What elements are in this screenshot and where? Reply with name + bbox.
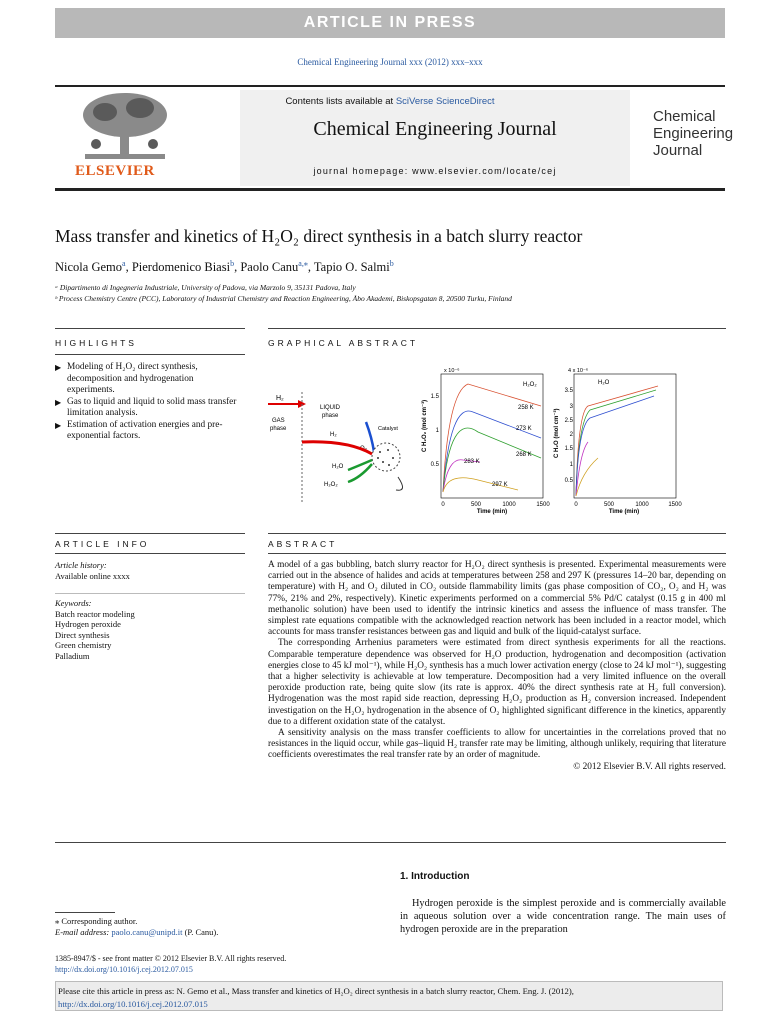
svg-text:1000: 1000 [502,502,516,508]
affiliation: ᵇ Process Chemistry Centre (PCC), Laboratory of Industrial Chemistry and Reaction Engineering, Åbo Akademi, Biskopsgatan 8, 20500 Turku, Finland [55,294,512,303]
header-top-rule [55,85,725,87]
journal-citation-link[interactable]: Chemical Engineering Journal xxx (2012) xxx–xxx [297,57,483,67]
svg-text:1.5: 1.5 [564,446,573,452]
svg-text:0: 0 [441,502,445,508]
author-affil-link[interactable]: a,⁎ [298,259,308,268]
keyword: Palladium [55,650,90,661]
reactor-diagram [268,392,403,502]
elsevier-tree-logo [70,90,180,162]
svg-text:3: 3 [569,404,573,410]
journal-logo: Chemical Engineering Journal [653,108,734,159]
email-link[interactable]: paolo.canu@unipd.it [111,927,183,937]
section-rule [55,553,245,554]
highlight-item: ▶ Gas to liquid and liquid to solid mass transfer limitation analysis. [55,396,237,418]
chart-h2o [553,367,682,515]
contents-line: Contents lists available at SciVerse ScienceDirect [285,96,495,107]
abstract-heading: ABSTRACT [268,539,338,549]
author-affil-link[interactable]: b [230,259,235,268]
article-in-press-banner: ARTICLE IN PRESS [55,8,725,38]
svg-text:phase: phase [270,426,287,432]
sciencedirect-link[interactable]: SciVerse ScienceDirect [395,96,495,107]
highlight-item: ▶ Estimation of activation energies and pre-exponential factors. [55,419,223,441]
article-info-block: Article history: Available online xxxx Keywords: Batch reactor modeling Hydrogen peroxide Direct synthesis Green chemistry Palladium [55,560,245,661]
section-rule [268,553,726,554]
svg-text:GAS: GAS [272,418,285,424]
author: Pierdomenico Biasi [131,260,231,275]
svg-text:phase: phase [322,413,339,419]
highlights-heading: HIGHLIGHTS [55,338,137,348]
keyword: Batch reactor modeling [55,608,135,619]
svg-text:Time (min): Time (min) [476,509,508,515]
o2-label: O₂ [360,446,367,452]
section-rule [268,328,726,329]
chart-h2o2 [421,367,550,515]
svg-text:1: 1 [435,428,439,434]
svg-text:0: 0 [574,502,578,508]
section-rule [55,354,245,355]
svg-text:H₂O₂: H₂O₂ [523,382,537,388]
svg-text:283 K: 283 K [464,459,480,465]
keyword: Direct synthesis [55,629,110,640]
h2o2-product-label: H₂O₂ [324,482,338,488]
svg-text:2.5: 2.5 [564,418,573,424]
svg-text:273 K: 273 K [516,426,532,432]
doi-link[interactable]: http://dx.doi.org/10.1016/j.cej.2012.07.015 [55,965,193,974]
svg-text:H₂O: H₂O [598,380,610,386]
please-cite-box: Please cite this article in press as: N. Gemo et al., Mass transfer and kinetics of H₂O₂ direct synthesis in a batch slurry reactor, Chem. Eng. J. (2012), http://dx.doi.org/10.1016/j.cej.2012.07.015 [55,981,723,1011]
affiliation: ᵃ Dipartimento di Ingegneria Industriale, University of Padova, via Marzolo 9, 35131 Padova, Italy [55,283,356,292]
introduction-heading: 1. Introduction [400,871,470,882]
svg-text:3.5: 3.5 [564,388,573,394]
journal-title: Chemical Engineering Journal [313,118,557,140]
corresponding-footnote: ⁎ Corresponding author. E-mail address: paolo.canu@unipd.it (P. Canu). [55,916,219,937]
svg-text:1500: 1500 [536,502,550,508]
issn-block: 1385-8947/$ - see front matter © 2012 Elsevier B.V. All rights reserved. http://dx.doi.org/10.1016/j.cej.2012.07.015 [55,954,287,974]
svg-text:0.5: 0.5 [430,462,439,468]
header-bottom-rule [55,188,725,191]
svg-text:500: 500 [470,502,482,508]
keyword: Green chemistry [55,640,112,650]
abstract-body [268,560,726,773]
author: Tapio O. Salmi [313,260,390,275]
h2o-product-label: H₂O [332,464,344,470]
svg-text:1000: 1000 [635,502,649,508]
svg-text:258 K: 258 K [518,405,534,411]
svg-text:2: 2 [569,432,573,438]
journal-homepage[interactable]: journal homepage: www.elsevier.com/locate/cej [313,166,557,176]
author-affil-link[interactable]: a [122,259,126,268]
svg-text:0.5: 0.5 [564,478,573,484]
svg-text:x 10⁻⁶: x 10⁻⁶ [444,368,460,374]
svg-text:C H₂O₂ (mol cm⁻³): C H₂O₂ (mol cm⁻³) [422,399,428,452]
h2-gas-label: H₂ [276,395,284,402]
section-rule [55,533,245,534]
please-cite-doi-link[interactable]: http://dx.doi.org/10.1016/j.cej.2012.07.015 [58,999,208,1009]
svg-text:C H₂O (mol cm⁻³): C H₂O (mol cm⁻³) [554,408,560,458]
introduction-text: Hydrogen peroxide is the simplest peroxide and is commercially available in aqueous solution over a wide concentration range. The main uses of hydrogen peroxide are in the preparation [400,898,726,935]
keyword: Hydrogen peroxide [55,619,121,629]
svg-text:Time (min): Time (min) [608,509,640,515]
elsevier-wordmark: ELSEVIER [75,163,155,179]
graphical-abstract-heading: GRAPHICAL ABSTRACT [268,338,419,348]
catalyst-label: Catalyst [378,426,398,432]
svg-text:1: 1 [569,462,573,468]
section-rule [55,842,726,843]
section-rule [55,328,245,329]
abstract-paragraph: The corresponding Arrhenius parameters were estimated from direct synthesis experiments for all the reactions. Comparable temperature dependence was observed for H₂O production, hydrogenation and decomposition (activation energies close to 45 kJ mol⁻¹), while H₂O₂ synthesis has a much lower activation energy (close to 24 kJ mol⁻¹), suggesting that a higher selectivity is achievable at low temperature. Decomposition had a very limited influence on the overall peroxide production rate, being quite slow (its rate is approx. 40% the direct synthesis rate at H₂ full conversion). Hydrogenation was the most rapid side reaction, depressing H₂O₂ production as H₂ conversion increased. Independent investigation on the H₂O₂ hydrogenation in the absence of O₂ highlighted significant difference in the kinetics, apparently due to a different oxidation state of the catalyst. [268,638,726,727]
abstract-paragraph: A sensitivity analysis on the mass transfer coefficients to allow for uncertainties in the correlations proved that no resistances in the liquid occur, while gas–liquid H₂ transfer rate may be limiting, although unlikely, requiring that literature coefficients overestimates the real transfer rate by an order of magnitude. [268,728,726,761]
abstract-paragraph: A model of a gas bubbling, batch slurry reactor for H₂O₂ direct synthesis is presented. Experimental measurements were carried out in the absence of halides and acids at temperatures between 258 and 297 K (pressures 14–20 bar, depending on temperature) with H₂ and O₂ diluted in CO₂ outside flammability limits (gas phase composition of CO₂, O₂ and H₂ was 77%, 21% and 2%, respectively). Kinetic experiments performed on a commercial 5% Pd/C catalyst (0.15 g in 400 ml methanolic solution) have been used to identify the intrinsic kinetics and assess the influence of mass transfer. The simplest rate equations compatible with the acknowledged reaction network has been included in a reactor model, which accounts for mass transfer resistances between gas and liquid and bulk of the liquid-catalyst surface. [268,560,726,638]
affiliations [55,282,512,304]
highlight-item: ▶ Modeling of H₂O₂ direct synthesis, decomposition and hydrogenation experiments. [55,362,198,395]
copyright: © 2012 Elsevier B.V. All rights reserved. [573,761,726,772]
svg-text:4 x 10⁻⁶: 4 x 10⁻⁶ [568,368,589,374]
svg-text:LIQUID: LIQUID [320,405,341,411]
author-affil-link[interactable]: b [389,259,394,268]
article-info-heading: ARTICLE INFO [55,539,150,549]
footnote-rule [55,912,115,913]
svg-text:297 K: 297 K [492,482,508,488]
section-rule [268,533,726,534]
svg-text:268 K: 268 K [516,452,532,458]
svg-text:1500: 1500 [668,502,682,508]
author: Paolo Canu [240,260,299,275]
author-list: Nicola Gemo$^a$, Pierdomenico Biasi$^b$, Paolo Canu$^{a,⁎}$, Tapio O. Salmi$^b$ [55,259,394,275]
article-title: Mass transfer and kinetics of H₂O₂ direct synthesis in a batch slurry reactor [55,226,583,246]
svg-text:1.5: 1.5 [430,394,439,400]
graphical-abstract-figure [268,362,688,522]
highlights-list [55,362,240,443]
h2-liquid-label: H₂ [330,432,337,438]
author: Nicola Gemo [55,260,122,275]
svg-text:500: 500 [603,502,615,508]
